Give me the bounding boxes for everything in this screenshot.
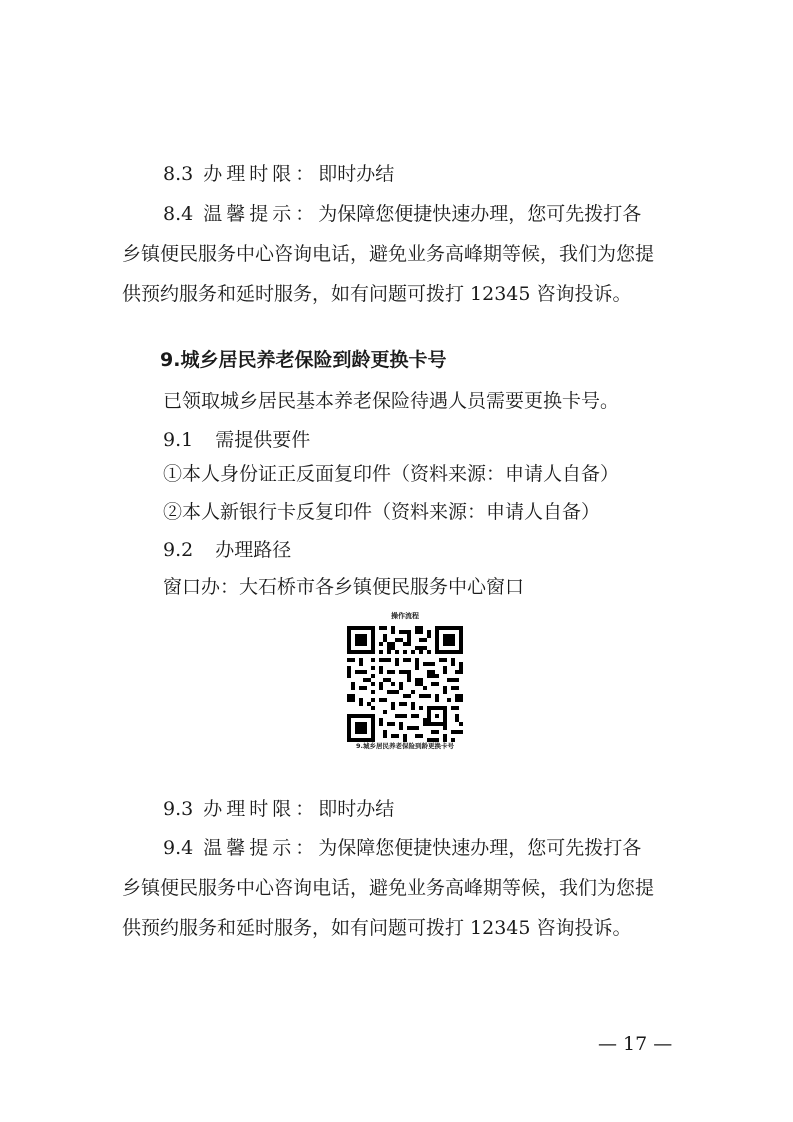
page-number: — 17 — (598, 1033, 673, 1055)
qr-caption: 9.城乡居民养老保险到龄更换卡号 (356, 742, 454, 750)
item-text: 即时办结 (318, 798, 395, 820)
item-label: 温馨提示： (203, 203, 319, 225)
section-number: 9.4 (163, 837, 194, 859)
tips-line-2: 乡镇便民服务中心咨询电话，避免业务高峰期等候，我们为您提 (122, 877, 655, 899)
section-number: 8.4 (163, 203, 194, 225)
item-label: 办理路径 (215, 539, 292, 561)
section-number: 9.2 (163, 539, 194, 561)
item-text: 为保障您便捷快速办理，您可先拨打各 (318, 837, 642, 859)
item-text: 为保障您便捷快速办理，您可先拨打各 (318, 203, 642, 225)
section-number: 9.3 (163, 798, 194, 820)
section-9-title: 9.城乡居民养老保险到龄更换卡号 (160, 349, 447, 371)
path-window: 窗口办：大石桥市各乡镇便民服务中心窗口 (163, 576, 525, 598)
section-number: 8.3 (163, 163, 194, 185)
item-label: 需提供要件 (215, 429, 311, 451)
qr-code-block (343, 612, 467, 752)
qr-code-icon (347, 626, 463, 742)
item-label: 温馨提示： (203, 837, 319, 859)
item-label: 办理时限： (203, 798, 319, 820)
section-9-intro: 已领取城乡居民基本养老保险待遇人员需要更换卡号。 (163, 390, 620, 412)
material-item-1: ①本人身份证正反面复印件（资料来源：申请人自备） (163, 463, 620, 485)
section-8-4-tips (163, 202, 641, 226)
section-9-2-path (163, 538, 291, 562)
qr-title: 操作流程 (391, 612, 419, 620)
section-9-4-tips (163, 836, 641, 860)
item-text: 即时办结 (318, 163, 395, 185)
tips-line-3: 供预约服务和延时服务，如有问题可拨打 12345 咨询投诉。 (122, 917, 632, 939)
section-8-3-time-limit (163, 162, 394, 186)
material-item-2: ②本人新银行卡反复印件（资料来源：申请人自备） (163, 501, 601, 523)
section-number: 9.1 (163, 429, 194, 451)
tips-line-3: 供预约服务和延时服务，如有问题可拨打 12345 咨询投诉。 (122, 283, 632, 305)
item-label: 办理时限： (203, 163, 319, 185)
section-9-1-materials (163, 428, 310, 452)
tips-line-2: 乡镇便民服务中心咨询电话，避免业务高峰期等候，我们为您提 (122, 243, 655, 265)
section-9-3-time-limit (163, 797, 394, 821)
